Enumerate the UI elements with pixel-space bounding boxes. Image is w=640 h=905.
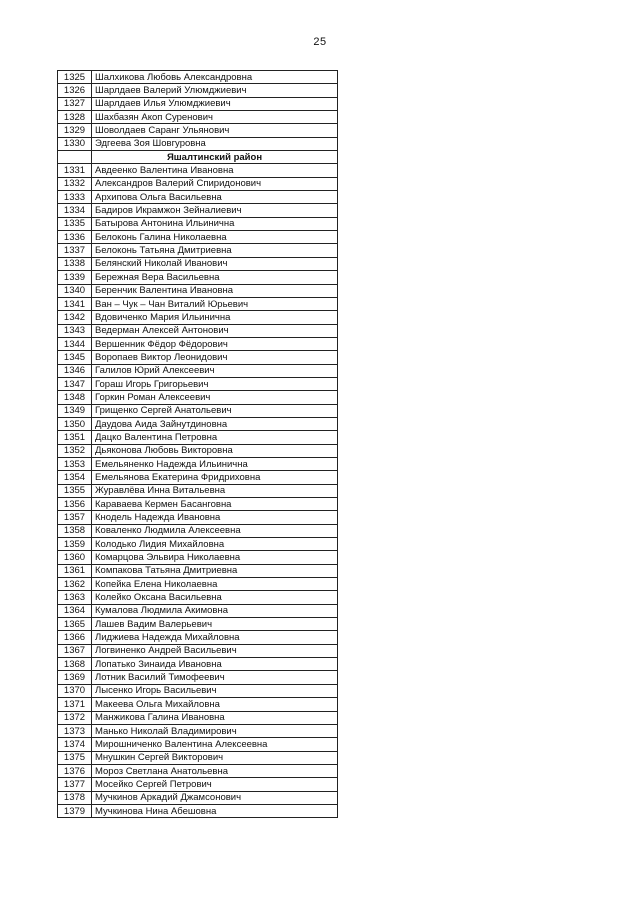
person-name: Дьяконова Любовь Викторовна	[92, 444, 338, 457]
record-number: 1368	[58, 658, 92, 671]
table-row	[58, 97, 338, 110]
table-row	[58, 511, 338, 524]
table-row	[58, 724, 338, 737]
record-number: 1370	[58, 684, 92, 697]
table-row	[58, 191, 338, 204]
table-row	[58, 618, 338, 631]
table-row	[58, 764, 338, 777]
person-name: Даудова Аида Зайнутдиновна	[92, 417, 338, 430]
person-name: Коваленко Людмила Алексеевна	[92, 524, 338, 537]
table-row	[58, 524, 338, 537]
table-row	[58, 124, 338, 137]
person-name: Грищенко Сергей Анатольевич	[92, 404, 338, 417]
person-name: Батырова Антонина Ильинична	[92, 217, 338, 230]
table-row	[58, 364, 338, 377]
record-number: 1342	[58, 311, 92, 324]
table-row	[58, 377, 338, 390]
person-name: Дацко Валентина Петровна	[92, 431, 338, 444]
table-row	[58, 631, 338, 644]
table-row	[58, 484, 338, 497]
table-row	[58, 111, 338, 124]
section-title: Яшалтинский район	[92, 151, 338, 164]
person-name: Гораш Игорь Григорьевич	[92, 377, 338, 390]
person-name: Кнодель Надежда Ивановна	[92, 511, 338, 524]
table-row	[58, 417, 338, 430]
person-name: Эдгеева Зоя Шовгуровна	[92, 137, 338, 150]
person-name: Мнушкин Сергей Викторович	[92, 751, 338, 764]
record-number: 1365	[58, 618, 92, 631]
record-number: 1361	[58, 564, 92, 577]
person-name: Горкин Роман Алексеевич	[92, 391, 338, 404]
table-row	[58, 457, 338, 470]
person-name: Бережная Вера Васильевна	[92, 271, 338, 284]
record-number: 1358	[58, 524, 92, 537]
table-row	[58, 431, 338, 444]
record-number: 1357	[58, 511, 92, 524]
person-name: Белянский Николай Иванович	[92, 257, 338, 270]
record-number: 1333	[58, 191, 92, 204]
page-number: 25	[313, 36, 327, 48]
record-number: 1340	[58, 284, 92, 297]
table-row	[58, 538, 338, 551]
person-name: Шарлдаев Илья Улюмджиевич	[92, 97, 338, 110]
person-name: Вдовиченко Мария Ильинична	[92, 311, 338, 324]
record-number: 1355	[58, 484, 92, 497]
record-number: 1356	[58, 498, 92, 511]
person-name: Вершенник Фёдор Фёдорович	[92, 337, 338, 350]
record-number: 1339	[58, 271, 92, 284]
table-row	[58, 644, 338, 657]
record-number: 1376	[58, 764, 92, 777]
person-name: Лиджиева Надежда Михайловна	[92, 631, 338, 644]
record-number: 1336	[58, 231, 92, 244]
record-number: 1351	[58, 431, 92, 444]
table-row	[58, 578, 338, 591]
table-row	[58, 271, 338, 284]
person-name: Лашев Вадим Валерьевич	[92, 618, 338, 631]
person-name: Колодько Лидия Михайловна	[92, 538, 338, 551]
record-number: 1346	[58, 364, 92, 377]
table-row	[58, 671, 338, 684]
person-name: Копейка Елена Николаевна	[92, 578, 338, 591]
record-number: 1371	[58, 698, 92, 711]
table-row	[58, 444, 338, 457]
table-row	[58, 297, 338, 310]
person-name: Манько Николай Владимирович	[92, 724, 338, 737]
record-number: 1332	[58, 177, 92, 190]
record-number: 1353	[58, 457, 92, 470]
person-name: Белоконь Галина Николаевна	[92, 231, 338, 244]
table-row	[58, 498, 338, 511]
table-row	[58, 791, 338, 804]
table-row	[58, 404, 338, 417]
record-number: 1348	[58, 391, 92, 404]
record-number: 1343	[58, 324, 92, 337]
record-number: 1354	[58, 471, 92, 484]
person-name: Мучкинова Нина Абешовна	[92, 804, 338, 817]
table-row	[58, 711, 338, 724]
record-number: 1338	[58, 257, 92, 270]
table-row	[58, 177, 338, 190]
record-table	[57, 70, 338, 818]
table-row	[58, 804, 338, 817]
person-name: Манжикова Галина Ивановна	[92, 711, 338, 724]
table-row	[58, 738, 338, 751]
table-row	[58, 204, 338, 217]
record-number: 1334	[58, 204, 92, 217]
record-number: 1337	[58, 244, 92, 257]
person-name: Лотник Василий Тимофеевич	[92, 671, 338, 684]
person-name: Шахбазян Акоп Суренович	[92, 111, 338, 124]
person-name: Емельянова Екатерина Фридриховна	[92, 471, 338, 484]
person-name: Логвиненко Андрей Васильевич	[92, 644, 338, 657]
record-number: 1367	[58, 644, 92, 657]
record-number: 1327	[58, 97, 92, 110]
record-number: 1378	[58, 791, 92, 804]
person-name: Лопатько Зинаида Ивановна	[92, 658, 338, 671]
person-name: Мирошниченко Валентина Алексеевна	[92, 738, 338, 751]
table-row	[58, 471, 338, 484]
record-number: 1372	[58, 711, 92, 724]
record-number: 1364	[58, 604, 92, 617]
record-number: 1344	[58, 337, 92, 350]
table-row	[58, 337, 338, 350]
table-row	[58, 698, 338, 711]
person-name: Кумалова Людмила Акимовна	[92, 604, 338, 617]
record-number: 1328	[58, 111, 92, 124]
record-number: 1326	[58, 84, 92, 97]
table-row	[58, 164, 338, 177]
record-number: 1335	[58, 217, 92, 230]
person-name: Шалхикова Любовь Александровна	[92, 71, 338, 84]
person-name: Белоконь Татьяна Дмитриевна	[92, 244, 338, 257]
person-name: Мосейко Сергей Петрович	[92, 778, 338, 791]
record-number: 1329	[58, 124, 92, 137]
table-row	[58, 604, 338, 617]
record-number: 1350	[58, 417, 92, 430]
table-row	[58, 778, 338, 791]
record-number: 1359	[58, 538, 92, 551]
record-number: 1345	[58, 351, 92, 364]
person-name: Александров Валерий Спиридонович	[92, 177, 338, 190]
person-name: Воропаев Виктор Леонидович	[92, 351, 338, 364]
record-number: 1325	[58, 71, 92, 84]
person-name: Архипова Ольга Васильевна	[92, 191, 338, 204]
person-name: Макеева Ольга Михайловна	[92, 698, 338, 711]
table-row	[58, 84, 338, 97]
person-name: Авдеенко Валентина Ивановна	[92, 164, 338, 177]
table-row	[58, 658, 338, 671]
person-name: Ван – Чук – Чан Виталий Юрьевич	[92, 297, 338, 310]
table-row	[58, 324, 338, 337]
table-row	[58, 231, 338, 244]
record-number: 1375	[58, 751, 92, 764]
section-header-num-cell	[58, 151, 92, 164]
person-name: Журавлёва Инна Витальевна	[92, 484, 338, 497]
person-name: Беренчик Валентина Ивановна	[92, 284, 338, 297]
person-name: Колейко Оксана Васильевна	[92, 591, 338, 604]
person-name: Шарлдаев Валерий Улюмджиевич	[92, 84, 338, 97]
table-row	[58, 591, 338, 604]
record-number: 1369	[58, 671, 92, 684]
record-number: 1373	[58, 724, 92, 737]
table-row	[58, 684, 338, 697]
table-row	[58, 284, 338, 297]
record-number: 1362	[58, 578, 92, 591]
record-number: 1366	[58, 631, 92, 644]
section-header-row	[58, 151, 338, 164]
table-row	[58, 751, 338, 764]
table-row	[58, 217, 338, 230]
record-number: 1349	[58, 404, 92, 417]
table-row	[58, 244, 338, 257]
table-row	[58, 351, 338, 364]
table-row	[58, 311, 338, 324]
person-name: Галилов Юрий Алексеевич	[92, 364, 338, 377]
table-row	[58, 137, 338, 150]
table-row	[58, 564, 338, 577]
record-number: 1347	[58, 377, 92, 390]
record-number: 1360	[58, 551, 92, 564]
record-number: 1352	[58, 444, 92, 457]
table-row	[58, 257, 338, 270]
person-name: Караваева Кермен Басанговна	[92, 498, 338, 511]
record-number: 1330	[58, 137, 92, 150]
record-number: 1363	[58, 591, 92, 604]
person-name: Шоволдаев Саранг Ульянович	[92, 124, 338, 137]
record-number: 1331	[58, 164, 92, 177]
record-number: 1377	[58, 778, 92, 791]
table-row	[58, 71, 338, 84]
person-name: Компакова Татьяна Дмитриевна	[92, 564, 338, 577]
person-name: Мороз Светлана Анатольевна	[92, 764, 338, 777]
person-name: Комарцова Эльвира Николаевна	[92, 551, 338, 564]
person-name: Емельяненко Надежда Ильинична	[92, 457, 338, 470]
table-row	[58, 551, 338, 564]
table-row	[58, 391, 338, 404]
person-name: Ведерман Алексей Антонович	[92, 324, 338, 337]
record-number: 1341	[58, 297, 92, 310]
record-number: 1374	[58, 738, 92, 751]
person-name: Бадиров Икрамжон Зейналиевич	[92, 204, 338, 217]
record-table-body	[58, 71, 338, 818]
person-name: Лысенко Игорь Васильевич	[92, 684, 338, 697]
person-name: Мучкинов Аркадий Джамсонович	[92, 791, 338, 804]
record-number: 1379	[58, 804, 92, 817]
